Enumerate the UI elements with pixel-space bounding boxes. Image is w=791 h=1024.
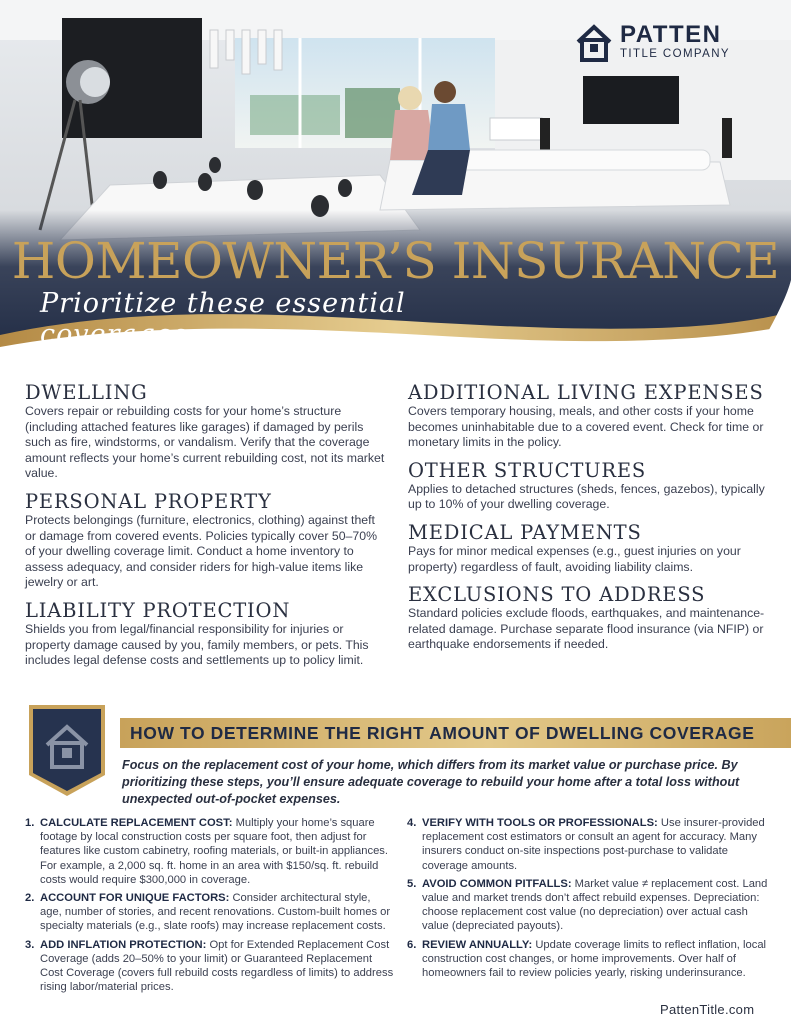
- patten-logo: [574, 22, 730, 62]
- intro-paragraph: Focus on the replacement cost of your home, which differs from its market value or purchase price. By prioritizing these steps, you’ll ensure adequate coverage to rebuild your home after a total loss without unexpected out-of-pocket expenses.: [122, 758, 740, 806]
- coverage-column-left: [25, 382, 385, 678]
- section-heading: LIABILITY PROTECTION: [25, 598, 291, 622]
- coverage-dwelling: [25, 382, 385, 482]
- step-label: ACCOUNT FOR UNIQUE FACTORS:: [40, 892, 230, 905]
- logo-name: PATTEN: [620, 21, 722, 49]
- step-text: Update coverage limits to reflect inflation, local construction cost changes, or home improvements. Over half of homeowners fail to review policies yearly, risking underinsurance.: [422, 938, 767, 980]
- logo-subtitle: TITLE COMPANY: [620, 48, 730, 61]
- list-item: [407, 938, 772, 981]
- step-text: Use insurer-provided replacement cost estimators or consult an agent for accuracy. Many insurers conduct on-site inspections post-purchase to validate coverage amounts.: [422, 817, 765, 872]
- coverage-personal-property: [25, 491, 385, 591]
- section-text: Pays for minor medical expenses (e.g., guest injuries on your property) regardless of fault, avoiding liability claims.: [408, 543, 741, 574]
- section-text: Standard policies exclude floods, earthquakes, and maintenance-related damage. Purchase separate flood insurance (via NFIP) or earthquake endorsements if needed.: [408, 606, 765, 652]
- website-link[interactable]: PattenTitle.com: [660, 1002, 755, 1017]
- section-heading: DWELLING: [25, 381, 148, 404]
- coverage-liability: [25, 600, 385, 669]
- page-subtitle: Prioritize these essential coverages: [40, 288, 406, 350]
- list-item: [25, 938, 395, 995]
- list-item: [407, 877, 772, 934]
- list-item: [407, 816, 772, 873]
- coverage-medical: [408, 522, 768, 575]
- hero-banner: [0, 0, 791, 372]
- step-label: AVOID COMMON PITFALLS:: [422, 877, 572, 890]
- section-text: Applies to detached structures (sheds, fences, gazebos), typically up to 10% of your dwelling coverage.: [408, 481, 765, 512]
- section-text: Protects belongings (furniture, electronics, clothing) against theft or damage from covered events. Policies typically cover 50–70% of your dwelling coverage limit. Conduct a home inventory to assess adequacy, and consider riders for high-value items like jewelry or art.: [25, 512, 377, 590]
- house-badge-icon: [27, 703, 107, 798]
- section-heading: PERSONAL PROPERTY: [25, 489, 272, 513]
- step-number: 4.: [407, 817, 417, 829]
- house-logo-icon: [574, 22, 614, 62]
- section-heading: MEDICAL PAYMENTS: [408, 520, 642, 544]
- coverage-column-right: [408, 382, 768, 662]
- step-text: Consider architectural style, age, number of stories, and recent renovations. Custom-built homes or specialty materials (e.g., slate roofs) may increase replacement costs.: [40, 892, 391, 933]
- list-item: [25, 816, 395, 887]
- step-label: ADD INFLATION PROTECTION:: [40, 938, 207, 951]
- coverage-additional-living: [408, 382, 768, 451]
- step-text: Market value ≠ replacement cost. Land value and market trends don’t affect rebuild expenses. Depreciation: choose replacement cost value (no depreciation) over actual cash value (depreciated payouts).: [422, 877, 768, 933]
- section-text: Covers temporary housing, meals, and other costs if your home becomes uninhabitable due to a covered event. Check for time or monetary limits in the policy.: [408, 404, 764, 450]
- step-number: 6.: [407, 938, 417, 951]
- step-number: 5.: [407, 877, 417, 890]
- section-heading: ADDITIONAL LIVING EXPENSES: [408, 381, 764, 404]
- banner-title: HOW TO DETERMINE THE RIGHT AMOUNT OF DWELLING COVERAGE: [130, 723, 755, 743]
- step-number: 3.: [25, 938, 35, 951]
- coverage-exclusions: [408, 584, 768, 653]
- steps-column-right: [407, 816, 772, 984]
- list-item: [25, 891, 395, 934]
- step-text: Opt for Extended Replacement Cost Coverage (adds 20–50% to your limit) or Guaranteed Replacement Cost Coverage (covers full rebuild costs regardless of limits) to address rising labor/material prices.: [40, 938, 394, 994]
- page-title: HOMEOWNER’S INSURANCE: [11, 232, 780, 290]
- coverage-other-structures: [408, 460, 768, 513]
- section-text: Shields you from legal/financial responsibility for injuries or property damage caused by you, family members, or pets. This includes legal defense costs and settlements up to policy limit.: [25, 621, 369, 668]
- step-label: CALCULATE REPLACEMENT COST:: [40, 817, 233, 829]
- section-heading: EXCLUSIONS TO ADDRESS: [408, 583, 706, 607]
- steps-column-left: [25, 816, 395, 998]
- step-number: 2.: [25, 892, 35, 905]
- section-text: Covers repair or rebuilding costs for your home’s structure (including attached features like garages) if damaged by perils such as fire, windstorms, or vandalism. Verify that the coverage amount reflects your home’s current rebuilding cost, not its market value.: [25, 404, 385, 481]
- step-label: REVIEW ANNUALLY:: [422, 938, 533, 951]
- step-text: Multiply your home’s square footage by local construction costs per square foot, then adjust for features like custom cabinetry, roofing materials, or built-in appliances. For example, a 2,000 sq. ft. home in an area with $150/sq. ft. rebuild costs would require $300,000 in coverage.: [40, 817, 389, 886]
- section-heading: OTHER STRUCTURES: [408, 458, 647, 482]
- step-number: 1.: [25, 817, 35, 829]
- step-label: VERIFY WITH TOOLS OR PROFESSIONALS:: [422, 817, 658, 829]
